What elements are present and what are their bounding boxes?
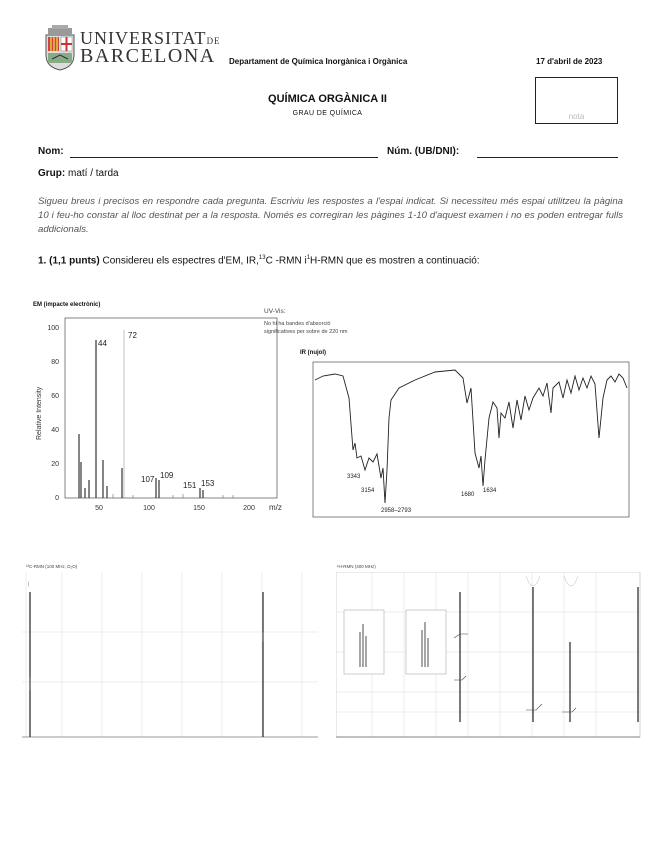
- university-name-line1: UNIVERSITATDE: [80, 28, 221, 48]
- university-name-line2: BARCELONA: [80, 45, 216, 67]
- group-label: Grup:: [38, 168, 66, 179]
- ms-xtick: 150: [193, 505, 205, 512]
- name-label: Nom:: [38, 146, 64, 157]
- ir-peak-label: 1634: [483, 488, 497, 494]
- uv-label: UV-Vis:: [264, 308, 286, 315]
- ms-peak-label: 107: [141, 475, 155, 484]
- exam-title: QUÍMICA ORGÀNICA II: [268, 93, 387, 105]
- id-label: Núm. (UB/DNI):: [387, 146, 460, 157]
- svg-text:—: —: [26, 581, 32, 587]
- exam-date: 17 d'abril de 2023: [536, 57, 603, 66]
- ms-spectrum: [33, 310, 283, 520]
- h1-label: ¹H-RMN (400 MHz): [337, 564, 376, 569]
- group-row: [38, 168, 119, 179]
- ms-peak-label: 44: [98, 339, 107, 348]
- ms-ytick: 40: [51, 427, 59, 434]
- ir-peak-label: 1680: [461, 492, 475, 498]
- ms-peak-label: 153: [201, 479, 215, 488]
- ms-ytick: 20: [51, 461, 59, 468]
- ir-peak-label: 3154: [361, 488, 375, 494]
- ms-label: EM (impacte electrònic): [33, 302, 101, 308]
- instructions: Sigueu breus i precisos en respondre cada pregunta. Escriviu les respostes a l'espai indicat. Si necessiteu més espai utilitzeu la pàgina 10 i feu-ho constar al lloc destinat per a la resposta. Només es corregiran les pàgines 1-10 d'aquest examen i no es poden entregar fulls addicionals.: [38, 196, 623, 235]
- group-value: matí / tarda: [68, 168, 119, 179]
- ir-peak-label: 2958–2793: [381, 508, 412, 514]
- ms-peak-label: 72: [128, 331, 137, 340]
- c13-label: ¹³C-RMN (100 MHz, D₂O): [26, 564, 78, 569]
- uv-line2: significatives per sobre de 220 nm: [264, 329, 348, 335]
- ms-peak-label: 109: [160, 471, 174, 480]
- ms-xtick: 200: [243, 505, 255, 512]
- question-1: 1. (1,1 punts) Considereu els espectres d'EM, IR,$^{13}$C -RMN $i^1H$-RMN que es mostren a continuació:: [38, 255, 480, 267]
- ms-ylabel: Relative Intensity: [36, 386, 43, 440]
- ir-peak-label: 3343: [347, 474, 361, 480]
- ir-label: IR (nujol): [300, 350, 326, 356]
- department: Departament de Química Inorgànica i Orgànica: [229, 57, 408, 66]
- ms-xtick: 100: [143, 505, 155, 512]
- ir-spectrum: [295, 358, 635, 528]
- ms-xtick: 50: [95, 505, 103, 512]
- grade-label: nota: [568, 112, 585, 121]
- ms-ytick: 60: [51, 393, 59, 400]
- uv-line1: No hi ha bandes d'absorció: [264, 321, 331, 327]
- c13-nmr-spectrum: [22, 572, 322, 747]
- ms-peak-label: 151: [183, 481, 197, 490]
- name-field[interactable]: [70, 157, 378, 158]
- ms-ytick: 100: [47, 325, 59, 332]
- h1-nmr-spectrum: [336, 572, 642, 747]
- ms-xlabel: m/z: [269, 503, 282, 512]
- ms-ytick: 0: [55, 495, 59, 502]
- id-field[interactable]: [477, 157, 618, 158]
- ms-ytick: 80: [51, 359, 59, 366]
- university-shield-icon: [44, 25, 76, 71]
- exam-subtitle: GRAU DE QUÍMICA: [292, 110, 363, 117]
